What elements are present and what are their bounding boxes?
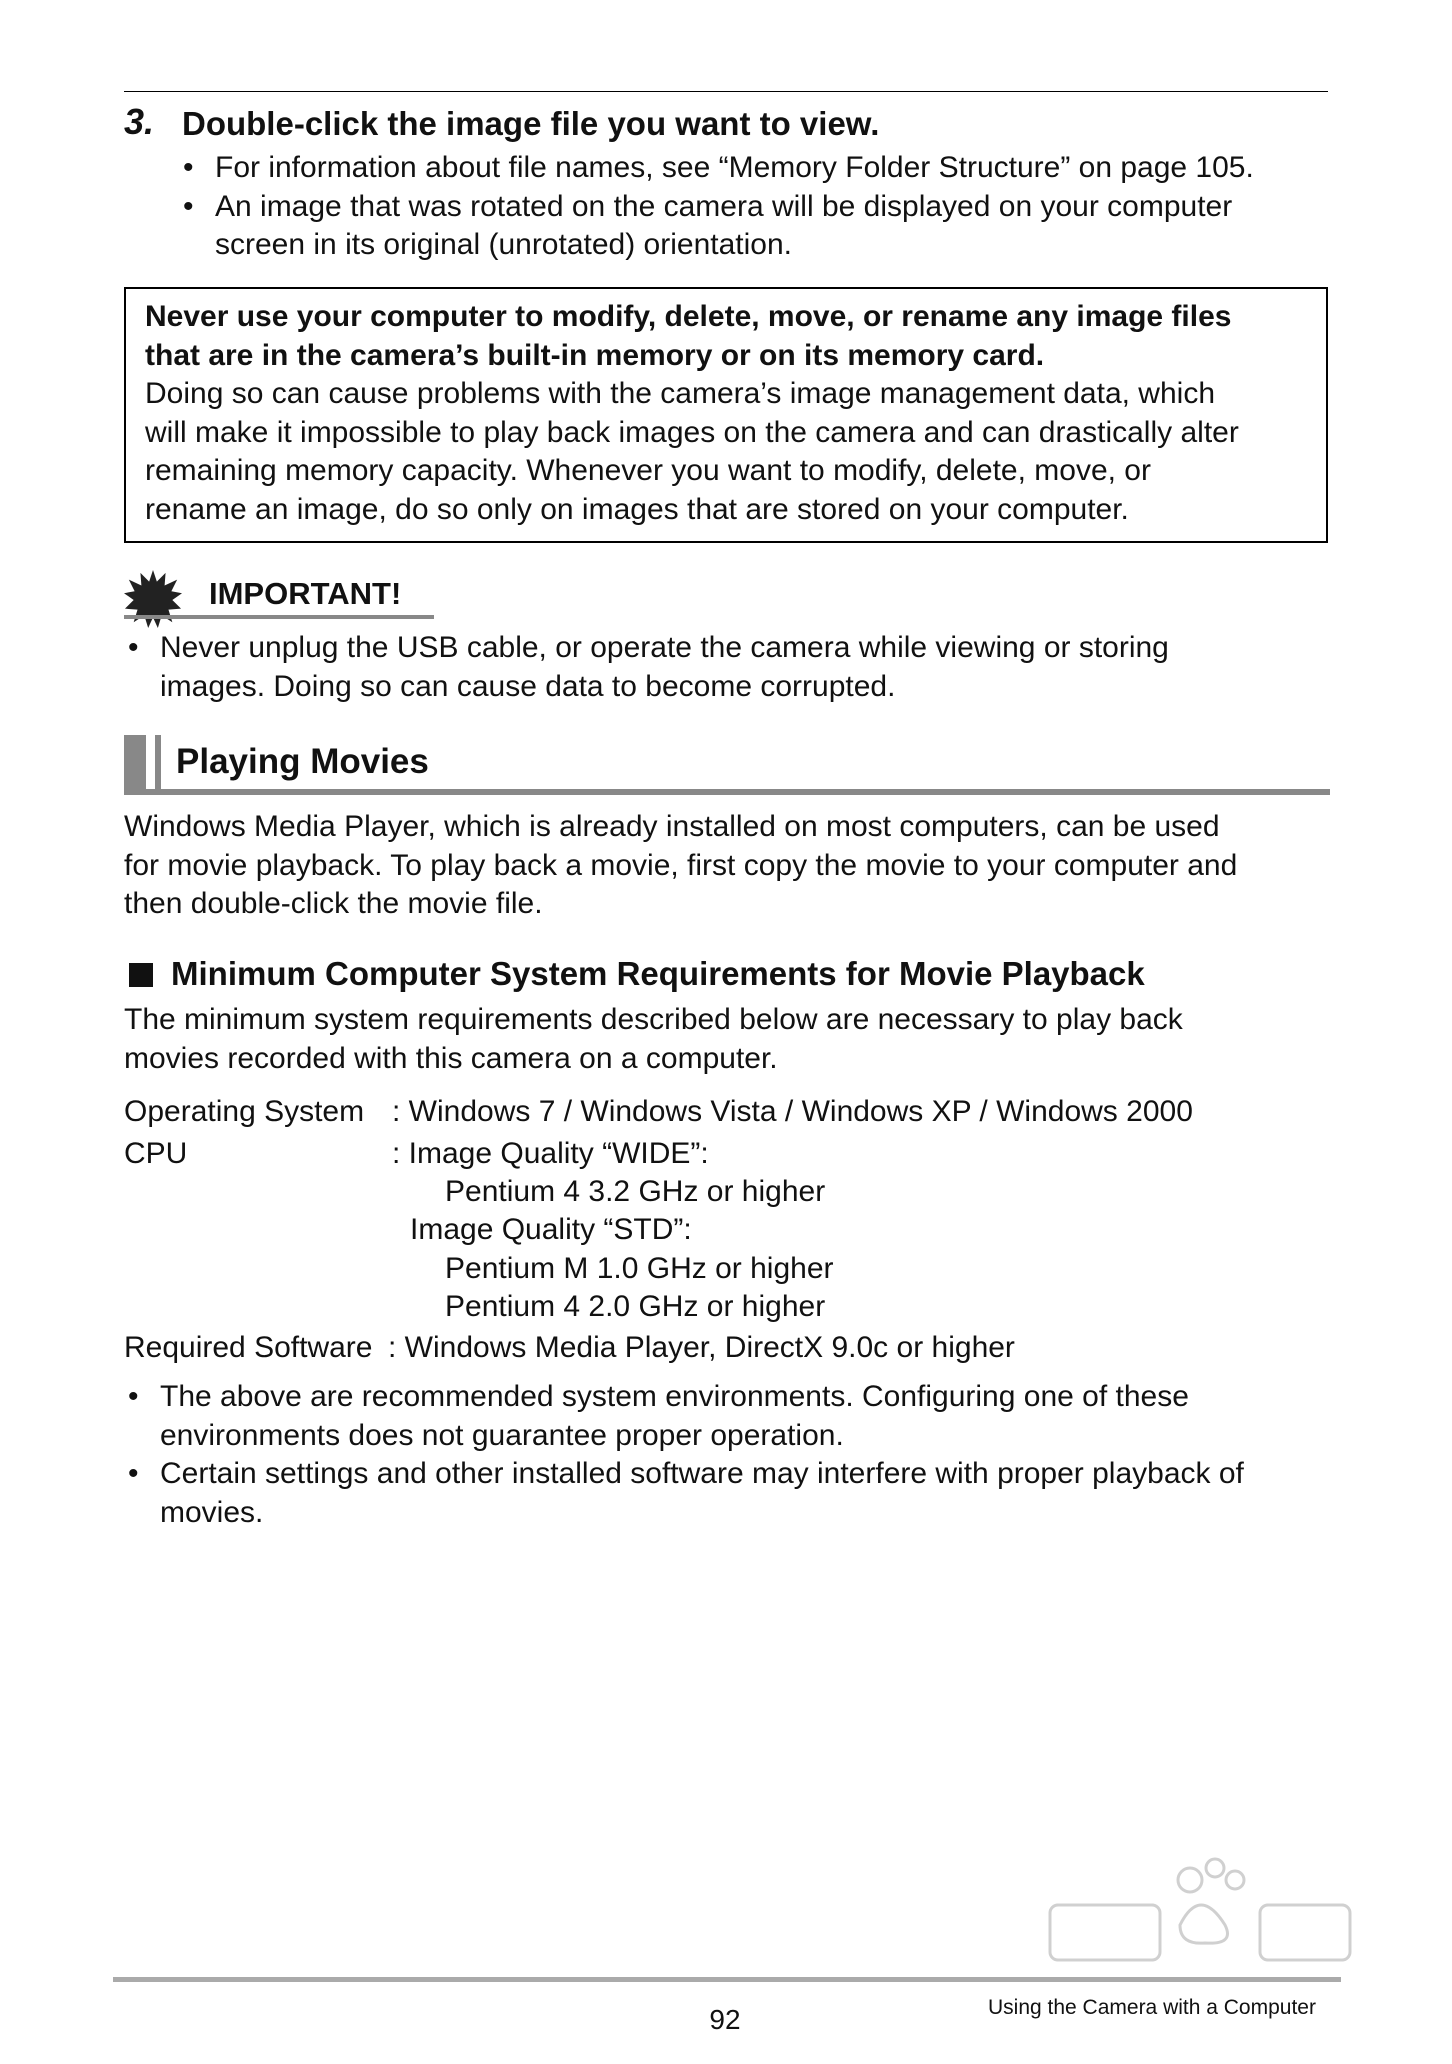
step-title: Double-click the image file you want to view.	[182, 105, 880, 142]
important-starburst-icon	[124, 570, 182, 628]
software-value: : Windows Media Player, DirectX 9.0c or higher	[388, 1331, 1015, 1364]
warning-line: rename an image, do so only on images that are stored on your computer.	[145, 492, 1129, 526]
page-number: 92	[709, 2004, 741, 2035]
top-rule	[124, 91, 1328, 92]
section-marker	[124, 735, 146, 795]
cpu-std-spec: Pentium M 1.0 GHz or higher	[445, 1252, 834, 1285]
important-underline	[124, 615, 434, 619]
list-item: • The above are recommended system environments. Configuring one of these environments does not guarantee proper operation.	[128, 1380, 1189, 1452]
os-label: Operating System	[124, 1095, 365, 1128]
warning-line: remaining memory capacity. Whenever you want to modify, delete, move, or	[145, 454, 1151, 487]
requirements-notes	[128, 1378, 1244, 1532]
cpu-std-spec: Pentium 4 2.0 GHz or higher	[445, 1290, 826, 1323]
cpu-wide-spec: Pentium 4 3.2 GHz or higher	[445, 1175, 826, 1208]
list-item: • For information about file names, see “Memory Folder Structure” on page 105.	[183, 151, 1254, 184]
software-label: Required Software	[124, 1331, 373, 1364]
cpu-label: CPU	[124, 1137, 188, 1170]
important-bullets	[128, 629, 1169, 706]
warning-line: Doing so can cause problems with the camera’s image management data, which	[145, 377, 1216, 410]
footer-section-name: Using the Camera with a Computer	[988, 1996, 1316, 2019]
list-item: • An image that was rotated on the camera will be displayed on your computer screen in its original (unrotated) orientation.	[183, 189, 1233, 261]
important-title: IMPORTANT!	[209, 576, 402, 611]
requirements-intro: The minimum system requirements described below are necessary to play back movies recorded with this camera on a computer.	[124, 1003, 1183, 1075]
section-rule	[124, 789, 1330, 795]
list-item: • Never unplug the USB cable, or operate the camera while viewing or storing images. Doing so can cause data to become corrupted.	[128, 631, 1169, 703]
section-title: Playing Movies	[176, 742, 429, 781]
list-item: • Certain settings and other installed software may interfere with proper playback of movies.	[128, 1457, 1244, 1529]
step-number: 3.	[124, 101, 155, 142]
os-value: : Windows 7 / Windows Vista / Windows XP / Windows 2000	[392, 1095, 1193, 1128]
warning-heading-line: Never use your computer to modify, delete, move, or rename any image files	[145, 300, 1232, 333]
step-bullets	[183, 149, 1254, 265]
warning-line: will make it impossible to play back images on the camera and can drastically alter	[145, 415, 1239, 449]
section-marker	[155, 735, 161, 795]
warning-heading-line: that are in the camera’s built-in memory or on its memory card.	[145, 338, 1045, 372]
cpu-std: Image Quality “STD”:	[410, 1213, 692, 1246]
warning-box	[124, 287, 1328, 543]
section-intro: Windows Media Player, which is already installed on most computers, can be used for movie playback. To play back a movie, first copy the movie to your computer and then double-click the movie file.	[124, 810, 1238, 920]
requirements-title: Minimum Computer System Requirements for Movie Playback	[171, 955, 1145, 992]
watermark-logo	[1030, 1850, 1360, 1990]
cpu-wide: : Image Quality “WIDE”:	[392, 1137, 709, 1170]
footer-rule	[113, 1977, 1341, 1982]
square-bullet-icon	[129, 963, 153, 987]
